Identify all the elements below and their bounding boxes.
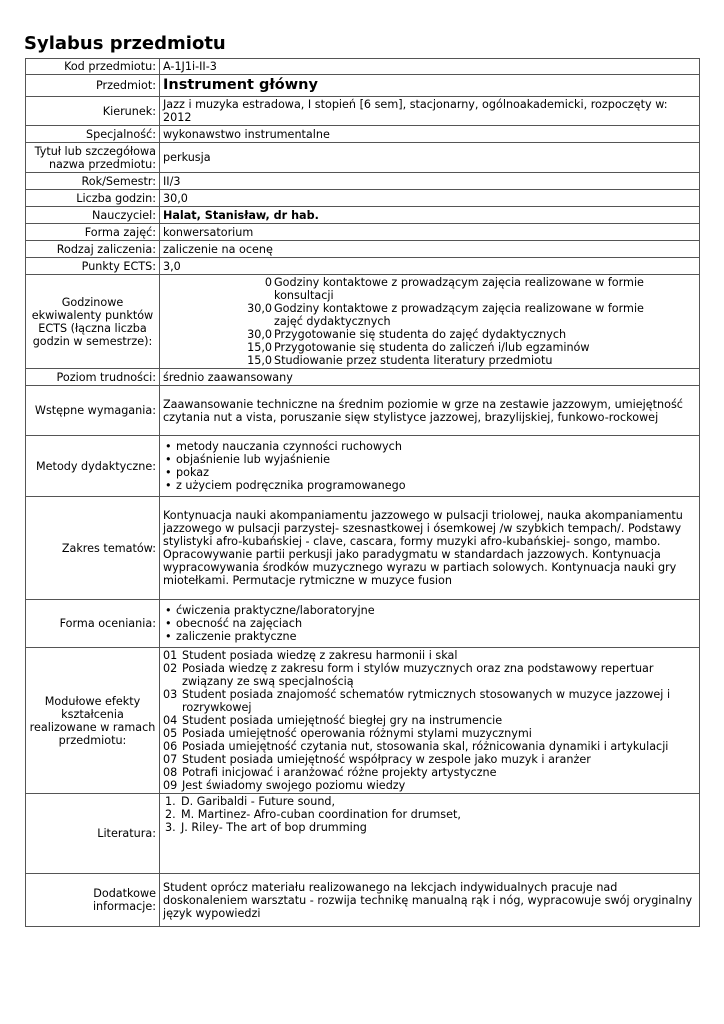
godzinowe-value bbox=[160, 275, 700, 369]
row-nauczyciel bbox=[26, 207, 700, 224]
efekty-label: Modułowe efekty kształcenia realizowane w ramach przedmiotu: bbox=[26, 648, 160, 794]
hours-item: 15,0 Przygotowanie się studenta do zaliczeń i/lub egzaminów bbox=[247, 341, 590, 354]
list-item: 07 Student posiada umiejętność współpracy w zespole jako muzyk i aranżer bbox=[163, 753, 591, 766]
list-item: • zaliczenie praktyczne bbox=[163, 630, 696, 643]
row-zakres bbox=[26, 497, 700, 600]
dodatkowe-label: Dodatkowe informacje: bbox=[26, 874, 160, 927]
forma-zajec-label: Forma zajęć: bbox=[26, 224, 160, 241]
page-title: Sylabus przedmiotu bbox=[24, 33, 226, 54]
godzinowe-label: Godzinowe ekwiwalenty punktów ECTS (łączna liczba godzin w semestrze): bbox=[26, 275, 160, 369]
metody-value bbox=[160, 436, 700, 497]
przedmiot-value: Instrument główny bbox=[160, 75, 700, 97]
row-rodzaj bbox=[26, 241, 700, 258]
zakres-value: Kontynuacja nauki akompaniamentu jazzowego w pulsacji triolowej, nauka akompaniamentu jazzowego w pulsacji parzystej- szesnastkowej i ósemkowej /w szybkich tempach/. Podstawy stylistyki afro-kubańskiej - clave, cascara, formy muzyki afro-kubańskiej- songo, mambo. Opracowywanie partii perkusji jako paradygmatu w standardach jazzowych. Kontynuacja wypracowywania środków muzycznego wyrazu w partiach solowych. Kontynuacja nauki gry miotełkami. Permutacje rytmiczne w muzyce fusion bbox=[160, 497, 700, 600]
list-item: 1. D. Garibaldi - Future sound, bbox=[165, 795, 336, 808]
syllabus-table bbox=[25, 58, 700, 927]
poziom-label: Poziom trudności: bbox=[26, 369, 160, 386]
row-ects bbox=[26, 258, 700, 275]
rok-value: II/3 bbox=[160, 173, 700, 190]
ects-label: Punkty ECTS: bbox=[26, 258, 160, 275]
row-rok bbox=[26, 173, 700, 190]
list-item: 3. J. Riley- The art of bop drumming bbox=[165, 821, 367, 834]
row-metody bbox=[26, 436, 700, 497]
efekty-list bbox=[163, 649, 696, 792]
list-item: 01 Student posiada wiedzę z zakresu harmonii i skal bbox=[163, 649, 458, 662]
list-item: • z użyciem podręcznika programowanego bbox=[163, 479, 696, 492]
row-efekty bbox=[26, 648, 700, 794]
literatura-label: Literatura: bbox=[26, 794, 160, 874]
row-wymagania bbox=[26, 386, 700, 436]
kierunek-label: Kierunek: bbox=[26, 97, 160, 126]
kod-label: Kod przedmiotu: bbox=[26, 59, 160, 75]
przedmiot-label: Przedmiot: bbox=[26, 75, 160, 97]
list-item: 2. M. Martinez- Afro-cuban coordination for drumset, bbox=[165, 808, 461, 821]
kierunek-value: Jazz i muzyka estradowa, I stopień [6 sem], stacjonarny, ogólnoakademicki, rozpoczęty w: 2012 bbox=[160, 97, 700, 126]
list-item: • obecność na zajęciach bbox=[163, 617, 696, 630]
ects-value: 3,0 bbox=[160, 258, 700, 275]
hours-item: 15,0 Studiowanie przez studenta literatury przedmiotu bbox=[247, 354, 553, 367]
row-godzin bbox=[26, 190, 700, 207]
literatura-value bbox=[160, 794, 700, 874]
list-item: • metody nauczania czynności ruchowych bbox=[163, 440, 696, 453]
godzin-label: Liczba godzin: bbox=[26, 190, 160, 207]
rodzaj-label: Rodzaj zaliczenia: bbox=[26, 241, 160, 258]
row-specjalnosc bbox=[26, 126, 700, 143]
row-tytul bbox=[26, 143, 700, 173]
wymagania-value: Zaawansowanie techniczne na średnim poziomie w grze na zestawie jazzowym, umiejętność czytania nut a vista, poruszanie sięw stylistyce jazzowej, brazylijskiej, funkowo-rockowej bbox=[160, 386, 700, 436]
row-przedmiot bbox=[26, 75, 700, 97]
literatura-list bbox=[163, 795, 696, 834]
list-item: • pokaz bbox=[163, 466, 696, 479]
godzin-value: 30,0 bbox=[160, 190, 700, 207]
row-forma-zajec bbox=[26, 224, 700, 241]
rodzaj-value: zaliczenie na ocenę bbox=[160, 241, 700, 258]
specjalnosc-label: Specjalność: bbox=[26, 126, 160, 143]
nauczyciel-value: Halat, Stanisław, dr hab. bbox=[160, 207, 700, 224]
forma-zajec-value: konwersatorium bbox=[160, 224, 700, 241]
hours-list bbox=[163, 276, 696, 367]
metody-label: Metody dydaktyczne: bbox=[26, 436, 160, 497]
metody-list bbox=[163, 440, 696, 492]
specjalnosc-value: wykonawstwo instrumentalne bbox=[160, 126, 700, 143]
oceniania-label: Forma oceniania: bbox=[26, 600, 160, 648]
row-poziom bbox=[26, 369, 700, 386]
hours-item: 30,0 Godziny kontaktowe z prowadzącym zajęcia realizowane w formie zajęć dydaktycznych bbox=[247, 302, 644, 328]
list-item: 06 Posiada umiejętność czytania nut, stosowania skal, różnicowania dynamiki i artykulacji bbox=[163, 740, 669, 753]
tytul-label: Tytuł lub szczegółowa nazwa przedmiotu: bbox=[26, 143, 160, 173]
tytul-value: perkusja bbox=[160, 143, 700, 173]
row-oceniania bbox=[26, 600, 700, 648]
list-item: 04 Student posiada umiejętność biegłej gry na instrumencie bbox=[163, 714, 503, 727]
row-kierunek bbox=[26, 97, 700, 126]
wymagania-label: Wstępne wymagania: bbox=[26, 386, 160, 436]
list-item: 05 Posiada umiejętność operowania różnymi stylami muzycznymi bbox=[163, 727, 532, 740]
poziom-value: średnio zaawansowany bbox=[160, 369, 700, 386]
row-godzinowe bbox=[26, 275, 700, 369]
rok-label: Rok/Semestr: bbox=[26, 173, 160, 190]
list-item: 02 Posiada wiedzę z zakresu form i stylów muzycznych oraz zna podstawowy repertuar związany ze swą specjalnością bbox=[163, 662, 654, 688]
list-item: 09 Jest świadomy swojego poziomu wiedzy bbox=[163, 779, 406, 792]
row-literatura bbox=[26, 794, 700, 874]
hours-item: 0 Godziny kontaktowe z prowadzącym zajęcia realizowane w formie konsultacji bbox=[264, 276, 644, 302]
row-kod bbox=[26, 59, 700, 75]
zakres-label: Zakres tematów: bbox=[26, 497, 160, 600]
list-item: • objaśnienie lub wyjaśnienie bbox=[163, 453, 696, 466]
nauczyciel-label: Nauczyciel: bbox=[26, 207, 160, 224]
list-item: 03 Student posiada znajomość schematów rytmicznych stosowanych w muzyce jazzowej i rozrywkowej bbox=[163, 688, 671, 714]
row-dodatkowe bbox=[26, 874, 700, 927]
kod-value: A-1J1i-II-3 bbox=[160, 59, 700, 75]
list-item: • ćwiczenia praktyczne/laboratoryjne bbox=[163, 604, 696, 617]
list-item: 08 Potrafi inicjować i aranżować różne projekty artystyczne bbox=[163, 766, 497, 779]
dodatkowe-value: Student oprócz materiału realizowanego na lekcjach indywidualnych pracuje nad doskonaleniem warsztatu - rozwija technikę manualną rąk i nóg, wypracowuje swój oryginalny język wypowiedzi bbox=[160, 874, 700, 927]
efekty-value bbox=[160, 648, 700, 794]
hours-item: 30,0 Przygotowanie się studenta do zajęć dydaktycznych bbox=[247, 328, 567, 341]
oceniania-list bbox=[163, 604, 696, 643]
oceniania-value bbox=[160, 600, 700, 648]
